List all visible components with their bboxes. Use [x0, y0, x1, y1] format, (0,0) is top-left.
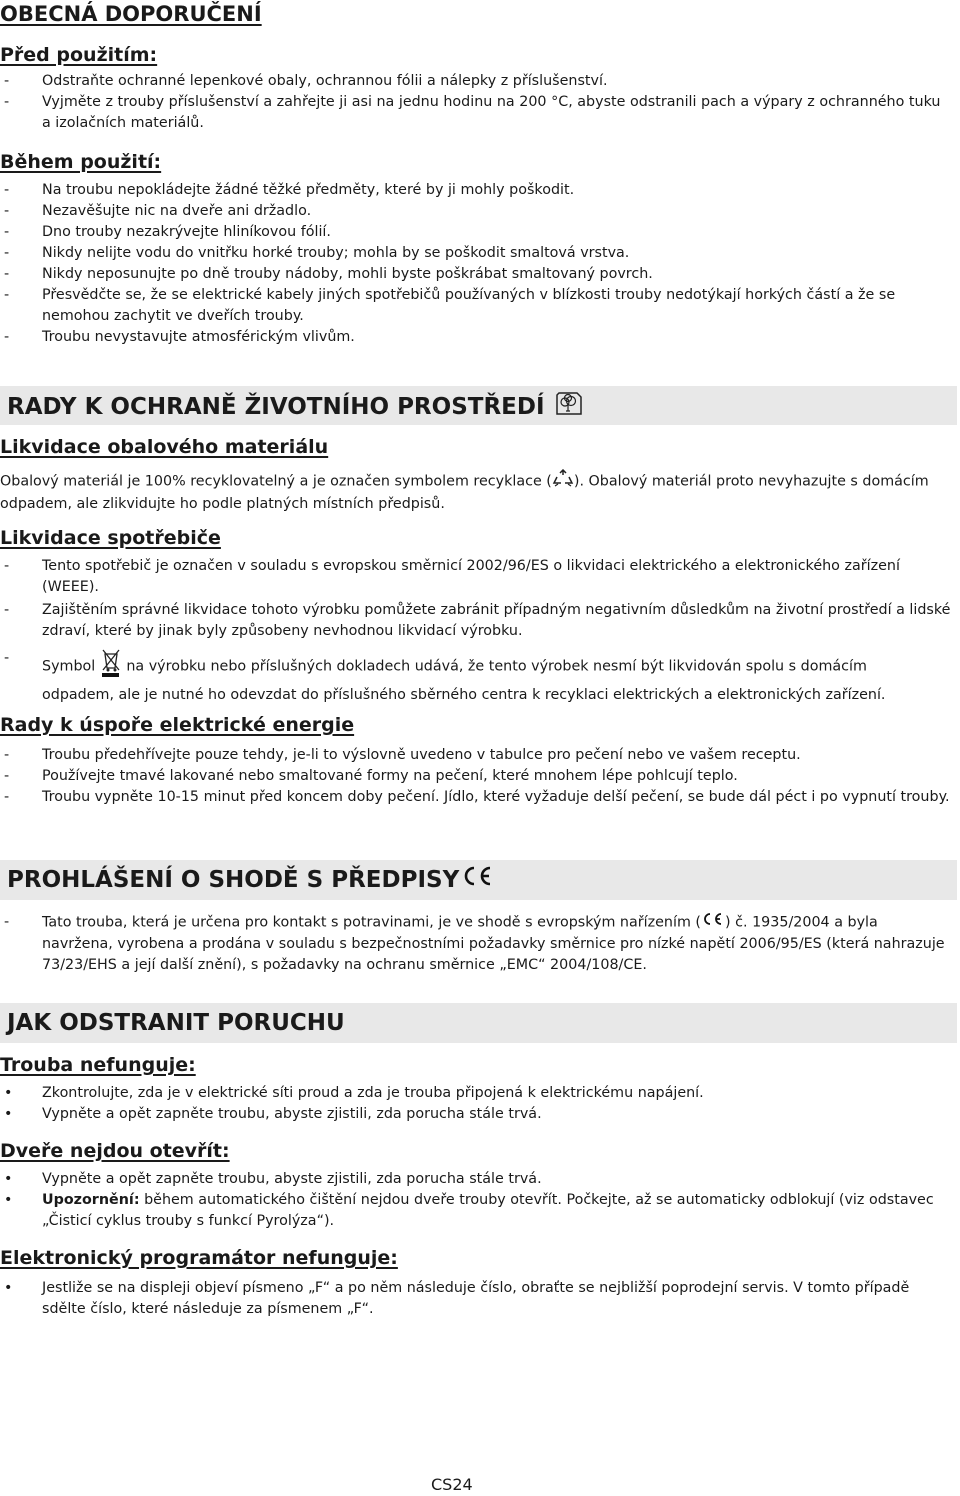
list-item: - Dno trouby nezakrývejte hliníkovou fólií. — [4, 224, 331, 240]
list-item: - Používejte tmavé lakované nebo smaltované formy na pečení, které mnohem lépe pohlcují teplo. — [4, 768, 738, 784]
list-item: - Nikdy neposunujte po dně trouby nádoby, mohli byste poškrábat smaltovaný povrch. — [4, 266, 653, 282]
programmer-list — [0, 1278, 952, 1320]
energy-saving-list — [0, 745, 952, 808]
during-use-heading: Během použití: — [0, 151, 162, 173]
page-number: CS24 — [431, 1475, 473, 1494]
ce-mark-icon — [459, 864, 495, 897]
list-item: - Nikdy nelijte vodu do vnitřku horké trouby; mohla by se poškodit smaltová vrstva. — [4, 245, 630, 261]
list-item: - Tento spotřebič je označen v souladu s evropskou směrnicí 2002/96/ES o likvidaci elektrického a elektronického zařízení (WEEE). — [4, 558, 900, 595]
packaging-disposal-text: Obalový materiál je 100% recyklovatelný a je označen symbolem recyklace ( ). Obalový materiál proto nevyhazujte s domácím odpadem, ale zlikvidujte ho podle platných místních předpisů. — [0, 469, 955, 515]
list-item: - Zajištěním správné likvidace tohoto výrobku pomůžete zabránit případným negativním důsledkům na životní prostředí a lidské zdraví, které by jinak byly způsobeny nevhodnou likvidací výrobku. — [4, 602, 951, 639]
energy-saving-heading: Rady k úspoře elektrické energie — [0, 714, 355, 736]
list-item: - Na troubu nepokládejte žádné těžké předměty, které by ji mohly poškodit. — [4, 182, 575, 198]
door-wont-open-heading: Dveře nejdou otevřít: — [0, 1140, 230, 1162]
list-item: • Vypněte a opět zapněte troubu, abyste zjistili, zda porucha stále trvá. — [4, 1106, 542, 1122]
list-item: - Troubu vypněte 10-15 minut před koncem doby pečení. Jídlo, které vyžaduje delší pečení, se bude dál péct i po vypnutí trouby. — [4, 789, 950, 805]
ce-mark-icon — [701, 912, 725, 933]
list-item: - Vyjměte z trouby příslušenství a zahřejte ji asi na jednu hodinu na 200 °C, abyste odstranili pach a výpary z ochranného tuku a izolačních materiálů. — [4, 94, 941, 131]
conformity-list — [0, 912, 952, 976]
recycling-icon — [552, 469, 574, 494]
list-item: - Přesvědčte se, že se elektrické kabely jiných spotřebičů používaných v blízkosti trouby nedotýkají horkých částí a že se nemohou zachytit ve dveřích trouby. — [4, 287, 896, 324]
programmer-heading: Elektronický programátor nefunguje: — [0, 1247, 398, 1269]
environment-title: RADY K OCHRANĚ ŽIVOTNÍHO PROSTŘEDÍ — [7, 390, 583, 425]
crossed-out-bin-icon — [100, 648, 122, 685]
list-item: • Vypněte a opět zapněte troubu, abyste zjistili, zda porucha stále trvá. — [4, 1171, 542, 1187]
oven-not-working-list — [0, 1083, 952, 1125]
list-item: - Troubu předehřívejte pouze tehdy, je-li to výslovně uvedeno v tabulce pro pečení nebo ve vašem receptu. — [4, 747, 801, 763]
oven-not-working-heading: Trouba nefunguje: — [0, 1054, 196, 1076]
before-use-heading: Před použitím: — [0, 44, 158, 66]
during-use-list — [0, 180, 952, 348]
list-item: - Nezavěšujte nic na dveře ani držadlo. — [4, 203, 312, 219]
list-item: • Upozornění: během automatického čištění nejdou dveře trouby otevřít. Počkejte, až se automaticky odblokují (viz odstavec „Čisticí cyklus trouby s funkcí Pyrolýza“). — [4, 1192, 934, 1229]
troubleshooting-title: JAK ODSTRANIT PORUCHU — [7, 1010, 345, 1036]
list-item: - Odstraňte ochranné lepenkové obaly, ochrannou fólii a nálepky z příslušenství. — [4, 73, 608, 89]
general-recommendations-title: OBECNÁ DOPORUČENÍ — [0, 2, 262, 26]
list-item: - Tato trouba, která je určena pro kontakt s potravinami, je ve shodě s evropským nařízením ( ) č. 1935/2004 a byla navržena, vyrobena a prodána v souladu s bezpečnostními požadavky směrnice pro nízké napětí 2006/95/ES (která nahrazuje 73/23/EHS a její další znění), s požadavky na ochranu směrnice „EMC“ 2004/108/CE. — [4, 914, 945, 973]
appliance-disposal-heading: Likvidace spotřebiče — [0, 527, 221, 549]
appliance-disposal-list — [0, 556, 952, 706]
conformity-title: PROHLÁŠENÍ O SHODĚ S PŘEDPISY — [7, 864, 495, 897]
environment-tree-icon — [553, 390, 583, 425]
list-item: - Troubu nevystavujte atmosférickým vlivům. — [4, 329, 355, 345]
list-item: • Zkontrolujte, zda je v elektrické síti proud a zda je trouba připojená k elektrickému napájení. — [4, 1085, 704, 1101]
list-item: - Symbol na výrobku nebo příslušných dokladech udává, že tento výrobek nesmí být likvidován spolu s domácím odpadem, ale je nutné ho odevzdat do příslušného sběrného centra k recyklaci elektrických a elektronických zařízení. — [4, 650, 886, 703]
packaging-disposal-heading: Likvidace obalového materiálu — [0, 436, 329, 458]
before-use-list — [0, 71, 952, 134]
list-item: • Jestliže se na displeji objeví písmeno „F“ a po něm následuje číslo, obraťte se nejbližší poprodejní servis. V tomto případě sdělte číslo, které následuje za písmenem „F“. — [4, 1280, 910, 1317]
warning-label: Upozornění: — [42, 1192, 140, 1208]
door-wont-open-list — [0, 1169, 952, 1232]
